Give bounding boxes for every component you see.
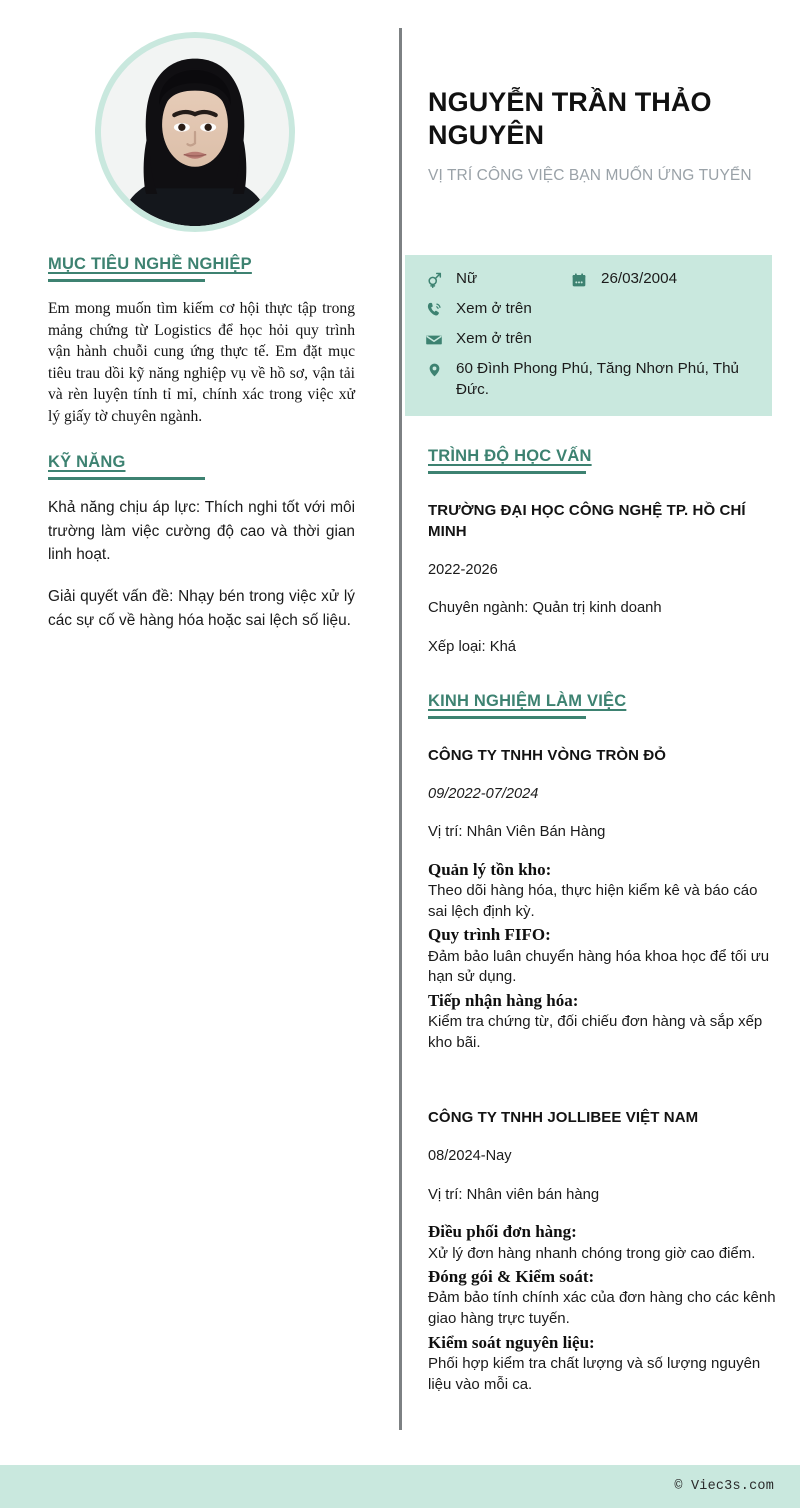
duty-text: Kiểm tra chứng từ, đối chiếu đơn hàng và sắp xếp kho bãi. bbox=[428, 1012, 763, 1051]
phone-icon bbox=[423, 299, 445, 320]
contact-phone bbox=[423, 299, 532, 320]
section-spacer bbox=[428, 658, 776, 692]
objective-heading: MỤC TIÊU NGHỀ NGHIỆP bbox=[48, 255, 252, 273]
envelope-icon bbox=[423, 329, 445, 350]
education-heading: TRÌNH ĐỘ HỌC VẤN bbox=[428, 447, 592, 465]
portrait-illustration bbox=[101, 38, 289, 226]
contact-email bbox=[423, 329, 532, 350]
contact-row bbox=[423, 329, 754, 350]
list-item bbox=[428, 859, 776, 922]
company-name: CÔNG TY TNHH JOLLIBEE VIỆT NAM bbox=[428, 1109, 699, 1127]
avatar bbox=[95, 32, 295, 232]
education-grade: Xếp loại: Khá bbox=[428, 639, 517, 656]
education-section bbox=[428, 447, 776, 658]
email-value: Xem ở trên bbox=[456, 330, 532, 347]
objective-heading-rule bbox=[48, 279, 205, 282]
name-block bbox=[428, 86, 768, 186]
duty-label: Điều phối đơn hàng: bbox=[428, 1222, 577, 1242]
duty-text: Xử lý đơn hàng nhanh chóng trong giờ cao điểm. bbox=[428, 1244, 756, 1262]
company-name: CÔNG TY TNHH VÒNG TRÒN ĐỎ bbox=[428, 746, 667, 764]
gender-icon bbox=[423, 269, 445, 290]
skills-section bbox=[48, 453, 355, 632]
education-years: 2022-2026 bbox=[428, 562, 498, 578]
duty-list bbox=[428, 1221, 776, 1395]
job-title-subtitle: VỊ TRÍ CÔNG VIỆC BẠN MUỐN ỨNG TUYỂN bbox=[428, 166, 752, 184]
objective-text: Em mong muốn tìm kiếm cơ hội thực tập trong mảng chứng từ Logistics để học hỏi quy trình vận hành chuỗi cung ứng thực tế. Em đặt mục tiêu trau dồi kỹ năng nghiệp vụ về hồ sơ, vận tải và rèn luyện tính tỉ mỉ, chính xác trong việc xử lý giấy tờ chuyên ngành. bbox=[48, 300, 355, 425]
duty-label: Đóng gói & Kiểm soát: bbox=[428, 1267, 595, 1287]
duty-list bbox=[428, 859, 776, 1053]
right-sections bbox=[428, 447, 776, 1397]
list-item bbox=[428, 990, 776, 1053]
objective-section bbox=[48, 255, 355, 427]
address-value: 60 Đình Phong Phú, Tăng Nhơn Phú, Thủ Đức. bbox=[456, 360, 739, 398]
duty-text: Đảm bảo tính chính xác của đơn hàng cho các kênh giao hàng trực tuyến. bbox=[428, 1289, 776, 1328]
list-item bbox=[428, 1221, 776, 1264]
contact-address bbox=[423, 359, 754, 400]
skills-list bbox=[48, 496, 355, 632]
duty-label: Quy trình FIFO: bbox=[428, 925, 551, 945]
page-title: NGUYỄN TRẦN THẢO NGUYÊN bbox=[428, 87, 712, 150]
experience-section bbox=[428, 692, 776, 1395]
experience-entry bbox=[428, 745, 776, 1054]
education-heading-rule bbox=[428, 471, 586, 474]
copyright-text: © Viec3s.com bbox=[674, 1479, 774, 1494]
duty-label: Kiểm soát nguyên liệu: bbox=[428, 1332, 595, 1352]
skills-heading: KỸ NĂNG bbox=[48, 453, 126, 472]
education-school: TRƯỜNG ĐẠI HỌC CÔNG NGHỆ TP. HỒ CHÍ MINH bbox=[428, 502, 746, 540]
list-item bbox=[428, 1266, 776, 1329]
calendar-icon bbox=[568, 269, 590, 290]
job-position: Vị trí: Nhân Viên Bán Hàng bbox=[428, 824, 606, 841]
list-item: Giải quyết vấn đề: Nhạy bén trong việc xử lý các sự cố về hàng hóa hoặc sai lệch số liệu. bbox=[48, 588, 355, 629]
column-divider bbox=[399, 28, 402, 1430]
location-pin-icon bbox=[423, 359, 445, 380]
experience-heading: KINH NGHIỆM LÀM VIỆC bbox=[428, 691, 627, 710]
experience-heading-rule bbox=[428, 716, 586, 719]
list-item bbox=[428, 924, 776, 987]
employment-period: 08/2024-Nay bbox=[428, 1148, 512, 1165]
skills-heading-rule bbox=[48, 477, 205, 480]
job-position: Vị trí: Nhân viên bán hàng bbox=[428, 1186, 600, 1203]
contact-panel bbox=[405, 255, 772, 416]
left-column bbox=[0, 0, 399, 1465]
contact-row bbox=[423, 359, 754, 400]
left-sections bbox=[48, 255, 355, 632]
experience-entry bbox=[428, 1107, 776, 1395]
contact-row bbox=[423, 299, 754, 320]
duty-text: Theo dõi hàng hóa, thực hiện kiểm kê và báo cáo sai lệch định kỳ. bbox=[428, 882, 758, 920]
employment-period: 09/2022-07/2024 bbox=[428, 785, 539, 802]
birthday-value: 26/03/2004 bbox=[601, 270, 678, 287]
list-item: Khả năng chịu áp lực: Thích nghi tốt với môi trường làm việc cường độ cao và thời gian linh hoạt. bbox=[48, 499, 355, 563]
section-spacer bbox=[48, 427, 355, 453]
footer-bar bbox=[0, 1465, 800, 1508]
education-major: Chuyên ngành: Quản trị kinh doanh bbox=[428, 600, 662, 617]
contact-gender bbox=[423, 269, 568, 290]
duty-label: Tiếp nhận hàng hóa: bbox=[428, 990, 579, 1010]
duty-text: Phối hợp kiểm tra chất lượng và số lượng nguyên liệu vào mỗi ca. bbox=[428, 1354, 761, 1393]
phone-value: Xem ở trên bbox=[456, 300, 532, 317]
gender-value: Nữ bbox=[456, 270, 478, 287]
contact-birthday bbox=[568, 269, 677, 290]
duty-text: Đảm bảo luân chuyển hàng hóa khoa học để tối ưu hạn sử dụng. bbox=[428, 947, 770, 986]
experience-spacer bbox=[428, 1055, 776, 1081]
duty-label: Quản lý tồn kho: bbox=[428, 859, 552, 879]
list-item bbox=[428, 1332, 776, 1395]
contact-row bbox=[423, 269, 754, 290]
